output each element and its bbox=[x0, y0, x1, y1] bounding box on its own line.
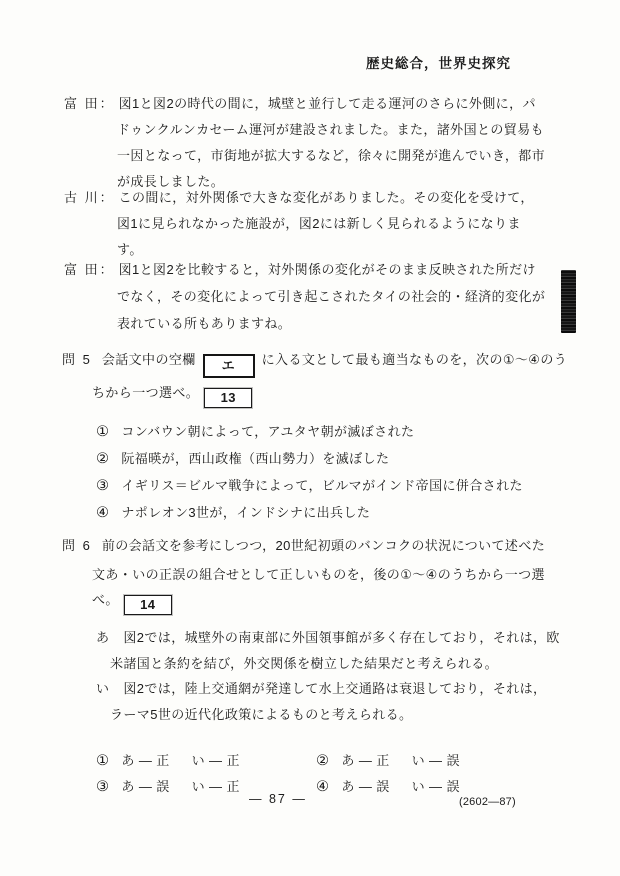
option-text: ナポレオン3世が，インドシナに出兵した bbox=[121, 505, 371, 520]
question5-text-pre: 会話文中の空欄 bbox=[101, 352, 196, 367]
edge-index-tab bbox=[561, 270, 576, 333]
circled-number-3: ③ bbox=[96, 779, 110, 795]
dialogue-text: 図1と図2を比較すると，対外関係の変化がそのまま反映された所だけ bbox=[118, 262, 536, 277]
question6-label: 問 6 bbox=[62, 538, 92, 553]
option-text: 阮福暎が，西山政権（西山勢力）を滅ぼした bbox=[121, 451, 390, 466]
speaker-label: 古 川： bbox=[64, 190, 115, 205]
dialogue-text: 図1に見られなかった施設が，図2には新しく見られるようになりま bbox=[117, 216, 521, 231]
combo-second: い ― 誤 bbox=[411, 779, 460, 794]
q6-combo-1 bbox=[96, 753, 240, 769]
circled-number-4: ④ bbox=[316, 779, 330, 795]
combo-first: あ ― 正 bbox=[121, 753, 170, 768]
combo-first: あ ― 誤 bbox=[121, 779, 170, 794]
statement-i-text: 図2では，陸上交通網が発達して水上交通路は衰退しており，それは， bbox=[123, 681, 547, 696]
dialogue-line bbox=[64, 190, 534, 206]
dialogue-text: ドゥンクルンカセーム運河が建設されました。また，諸外国との貿易も bbox=[117, 122, 544, 137]
question6-line1 bbox=[62, 538, 545, 554]
question5-text-line2: ちから一つ選べ。 bbox=[92, 385, 200, 400]
q5-option-4 bbox=[96, 505, 370, 521]
circled-number-3: ③ bbox=[96, 478, 110, 494]
option-text: イギリス＝ビルマ戦争によって，ビルマがインド帝国に併合された bbox=[121, 478, 523, 493]
question6-line3 bbox=[92, 592, 172, 615]
dialogue-text: でなく，その変化によって引き起こされたタイの社会的・経済的変化が bbox=[117, 289, 546, 304]
statement-a-line2: 米諸国と条約を結び，外交関係を樹立した結果だと考えられる。 bbox=[110, 656, 499, 671]
statement-i-label: い bbox=[96, 681, 110, 696]
q6-combo-4 bbox=[316, 779, 460, 795]
q6-combo-3 bbox=[96, 779, 240, 795]
page-number: — 87 — bbox=[249, 792, 307, 806]
dialogue-text: この間に，対外関係で大きな変化がありました。その変化を受けて， bbox=[118, 190, 534, 205]
page-title: 歴史総合，世界史探究 bbox=[366, 56, 511, 71]
q5-option-1 bbox=[96, 424, 414, 440]
statement-i-line1 bbox=[96, 681, 546, 697]
q6-combo-2 bbox=[316, 753, 460, 769]
question6-text-line1: 前の会話文を参考にしつつ，20世紀初頭のバンコクの状況について述べた bbox=[101, 538, 546, 553]
circled-number-2: ② bbox=[96, 451, 110, 467]
q5-option-3 bbox=[96, 478, 523, 494]
question5-text-post: に入る文として最も適当なものを，次の①～④のう bbox=[261, 352, 568, 367]
combo-first: あ ― 誤 bbox=[341, 779, 390, 794]
dialogue-line bbox=[64, 96, 536, 112]
question6-line2: 文あ・いの正誤の組合せとして正しいものを，後の①～④のうちから一つ選 bbox=[92, 567, 545, 582]
statement-a-text: 図2では，城壁外の南東部に外国領事館が多く存在しており，それは，欧 bbox=[123, 630, 560, 645]
statement-i-line2: ラーマ5世の近代化政策によるものと考えられる。 bbox=[110, 707, 413, 722]
answer-number-box-14: 14 bbox=[124, 595, 172, 615]
answer-number-box-13: 13 bbox=[204, 388, 252, 408]
speaker-label: 富 田： bbox=[64, 96, 115, 111]
circled-number-4: ④ bbox=[96, 505, 110, 521]
dialogue-text: 一因となって，市街地が拡大するなど，徐々に開発が進んでいき，都市 bbox=[117, 148, 546, 163]
dialogue-text: が成長しました。 bbox=[117, 174, 225, 189]
statement-a-label: あ bbox=[96, 630, 110, 645]
combo-second: い ― 正 bbox=[191, 753, 240, 768]
dialogue-line bbox=[64, 262, 536, 278]
blank-box-e: エ bbox=[203, 354, 255, 378]
statement-a-line1 bbox=[96, 630, 560, 646]
q5-option-2 bbox=[96, 451, 389, 467]
circled-number-1: ① bbox=[96, 424, 110, 440]
speaker-label: 富 田： bbox=[64, 262, 115, 277]
dialogue-text: す。 bbox=[117, 242, 143, 257]
dialogue-text: 図1と図2の時代の間に，城壁と並行して走る運河のさらに外側に，パ bbox=[118, 96, 536, 111]
question6-text-line3: べ。 bbox=[92, 592, 119, 607]
combo-first: あ ― 正 bbox=[341, 753, 390, 768]
circled-number-2: ② bbox=[316, 753, 330, 769]
option-text: コンバウン朝によって，アユタヤ朝が滅ぼされた bbox=[121, 424, 415, 439]
circled-number-1: ① bbox=[96, 753, 110, 769]
combo-second: い ― 誤 bbox=[411, 753, 460, 768]
question5-line1 bbox=[62, 352, 567, 378]
print-code: (2602—87) bbox=[459, 796, 516, 808]
question5-line2 bbox=[92, 385, 252, 408]
combo-second: い ― 正 bbox=[191, 779, 240, 794]
question5-label: 問 5 bbox=[62, 352, 92, 367]
dialogue-text: 表れている所もありますね。 bbox=[117, 316, 292, 331]
